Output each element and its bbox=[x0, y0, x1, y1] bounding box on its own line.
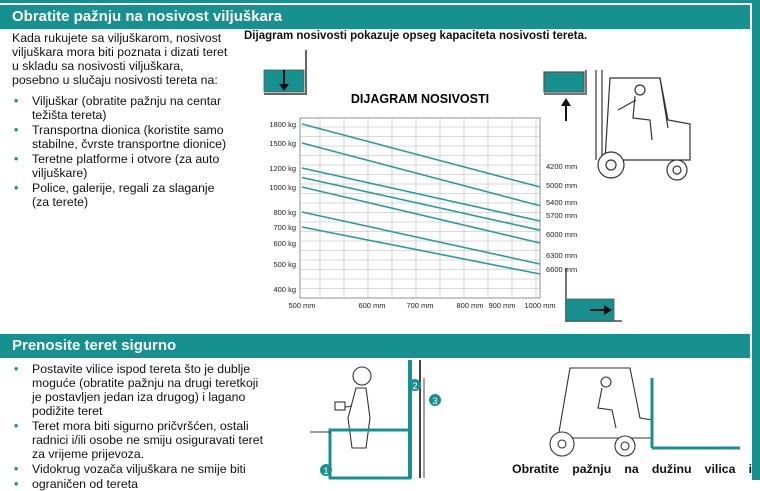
y-tick-label: 1200 kg bbox=[269, 164, 296, 173]
y-tick-label: 800 kg bbox=[273, 208, 296, 217]
chart-series-labels bbox=[546, 162, 577, 274]
list-item: • Teret mora biti sigurno pričvršćen, ostali radnici i/ili osobe ne smiju osiguravati teret za vrijeme prijevoza. bbox=[12, 419, 264, 461]
list-item: • Police, galerije, regali za slaganje (za terete) bbox=[12, 181, 234, 209]
fork-length-caption: Obratite pažnju na dužinu vilica i bbox=[512, 462, 752, 476]
fork-extended-icon bbox=[566, 268, 622, 321]
numbered-markers bbox=[320, 379, 441, 476]
chart-series-lines bbox=[302, 124, 540, 274]
y-tick-label: 500 kg bbox=[273, 260, 296, 269]
list-item-continuation: • ograničen od tereta bbox=[12, 477, 264, 491]
list-item: • Postavite vilice ispod tereta što je dublje moguće (obratite pažnju na drugi teretkoji je postavljen jedan iza drugog) i lagano podižite teret bbox=[12, 362, 264, 418]
fork-lowered-icon bbox=[264, 50, 306, 94]
series-line bbox=[302, 212, 540, 264]
x-tick-label: 500 mm bbox=[288, 301, 316, 310]
chart-grid bbox=[300, 118, 540, 298]
x-tick-label: 900 mm bbox=[488, 301, 516, 310]
svg-text:1: 1 bbox=[323, 466, 329, 476]
list-item: • Vidokrug vozača viljuškara ne smije biti bbox=[12, 462, 264, 476]
series-label: 5700 mm bbox=[546, 211, 578, 220]
y-axis-labels bbox=[269, 120, 296, 294]
x-tick-label: 700 mm bbox=[406, 301, 434, 310]
x-tick-label: 800 mm bbox=[456, 301, 484, 310]
x-tick-label: 600 mm bbox=[358, 301, 386, 310]
svg-text:2: 2 bbox=[412, 381, 418, 391]
x-tick-label: 1000 mm bbox=[524, 301, 556, 310]
y-tick-label: 1500 kg bbox=[269, 139, 296, 148]
series-label: 4200 mm bbox=[546, 162, 578, 171]
series-label: 5000 mm bbox=[546, 181, 578, 190]
y-tick-label: 700 kg bbox=[273, 223, 296, 232]
svg-text:3: 3 bbox=[432, 396, 438, 406]
chart-title: DIJAGRAM NOSIVOSTI bbox=[350, 92, 490, 106]
list-item: • Teretne platforme i otvore (za auto viljuškare) bbox=[12, 152, 234, 180]
y-tick-label: 1800 kg bbox=[269, 120, 296, 129]
y-tick-label: 400 kg bbox=[273, 285, 296, 294]
x-axis-labels bbox=[288, 301, 555, 310]
forklift-long-fork-illustration bbox=[550, 368, 740, 456]
y-tick-label: 600 kg bbox=[273, 239, 296, 248]
plot-frame bbox=[300, 118, 540, 298]
series-label: 6600 mm bbox=[546, 265, 578, 274]
series-label: 6000 mm bbox=[546, 230, 578, 239]
section2-title: Prenosite teret sigurno bbox=[0, 334, 750, 358]
series-label: 5400 mm bbox=[546, 198, 578, 207]
series-label: 6300 mm bbox=[546, 251, 578, 260]
series-line bbox=[302, 168, 540, 221]
y-tick-label: 1000 kg bbox=[269, 183, 296, 192]
worker-with-load-illustration bbox=[310, 360, 424, 478]
section1-title: Obratite pažnju na nosivost viljuškara bbox=[0, 5, 750, 29]
diagram-caption: Dijagram nosivosti pokazuje opseg kapaciteta nosivosti tereta. bbox=[244, 30, 588, 42]
list-item: • Viljuškar (obratite pažnju na centar težišta tereta) bbox=[12, 94, 234, 122]
intro-text: Kada rukujete sa viljuškarom, nosivost viljuškara mora biti poznata i dizati teret u skladu sa nosivosti viljuškara, posebno u slučaju nosivosti tereta na: bbox=[12, 31, 228, 87]
list-item: • Transportna dionica (koristite samo stabilne, čvrste transportne dionice) bbox=[12, 123, 234, 151]
